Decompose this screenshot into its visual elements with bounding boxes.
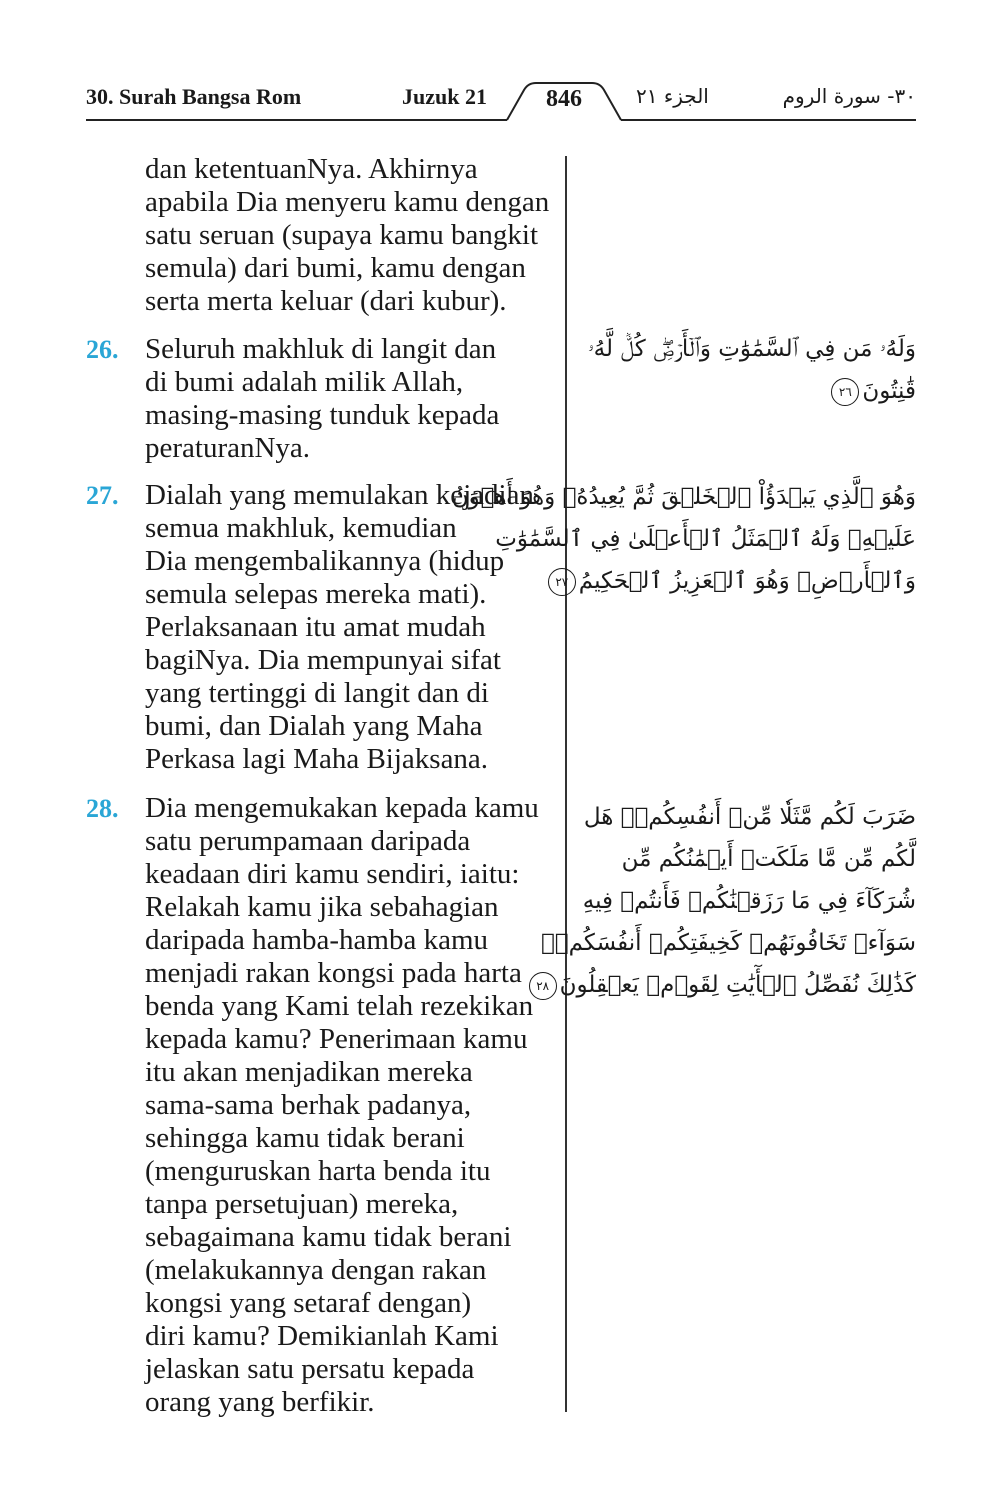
ayah-end-marker-26: ٢٦ xyxy=(831,378,859,406)
ayah-end-marker-27: ٢٧ xyxy=(548,568,576,596)
text-line: yang tertinggi di langit dan di xyxy=(145,677,489,709)
text-line: menjadi rakan kongsi pada harta xyxy=(145,957,522,989)
text-line: satu perumpamaan daripada xyxy=(145,825,471,857)
text-line: (menguruskan harta benda itu xyxy=(145,1155,491,1187)
ayah-end-marker-28: ٢٨ xyxy=(529,972,557,1000)
text-line: apabila Dia menyeru kamu dengan xyxy=(145,186,550,218)
text-line: tanpa persetujuan) mereka, xyxy=(145,1188,459,1220)
text-line: Relakah kamu jika sebahagian xyxy=(145,891,499,923)
juz-label-arabic: الجزء ٢١ xyxy=(636,84,709,108)
text-line: satu seruan (supaya kamu bangkit xyxy=(145,219,539,251)
arabic-line: لَّكُم مِّن مَّا مَلَكَتۡ أَيۡمَٰنُكُم مِّن xyxy=(621,846,916,872)
text-line: Perkasa lagi Maha Bijaksana. xyxy=(145,743,489,775)
text-line: sama-sama berhak padanya, xyxy=(145,1089,472,1121)
text-line: jelaskan satu persatu kepada xyxy=(145,1353,475,1385)
text-line: benda yang Kami telah rezekikan xyxy=(145,990,534,1022)
text-line: semula selepas mereka mati). xyxy=(145,578,487,610)
verse-28-arabic xyxy=(536,796,916,1006)
column-divider xyxy=(565,156,567,1412)
text-line: Seluruh makhluk di langit dan xyxy=(145,333,497,365)
text-line: bumi, dan Dialah yang Maha xyxy=(145,710,483,742)
juz-label-latin: Juzuk 21 xyxy=(402,84,487,109)
text-line: masing-masing tunduk kepada xyxy=(145,399,500,431)
text-line: keadaan diri kamu sendiri, iaitu: xyxy=(145,858,520,890)
text-line: sebagaimana kamu tidak berani xyxy=(145,1221,512,1253)
arabic-line: وَهُوَ ٱلَّذِي يَبۡدَؤُاْ ٱلۡخَلۡقَ ثُمَّ يُعِيدُهُۥ وَهُوَ أَهۡوَنُ xyxy=(451,484,916,510)
verse-27-arabic xyxy=(451,476,916,602)
text-line: semula) dari bumi, kamu dengan xyxy=(145,252,526,284)
arabic-text: قَٰنِتُونَ xyxy=(862,378,916,404)
verse-26-arabic xyxy=(576,328,916,412)
text-line: peraturanNya. xyxy=(145,432,311,464)
text-line: Dia mengembalikannya (hidup xyxy=(145,545,505,577)
text-line: semua makhluk, kemudian xyxy=(145,512,457,544)
text-line: Dia mengemukakan kepada kamu xyxy=(145,792,539,824)
text-line: Dialah yang memulakan kejadian xyxy=(145,479,534,511)
verse-26-translation xyxy=(145,333,563,465)
header-frame xyxy=(0,0,1000,130)
surah-title-latin: 30. Surah Bangsa Rom xyxy=(86,84,302,109)
text-line: (melakukannya dengan rakan xyxy=(145,1254,487,1286)
text-line: orang yang berfikir. xyxy=(145,1386,375,1418)
arabic-line: ضَرَبَ لَكُم مَّثَلٗا مِّنۡ أَنفُسِكُمۡۖ هَل xyxy=(583,804,916,830)
arabic-line: عَلَيۡهِۚ وَلَهُ ٱلۡمَثَلُ ٱلۡأَعۡلَىٰ فِي ٱلسَّمَٰوَٰتِ xyxy=(495,526,916,552)
text-line: bagiNya. Dia mempunyai sifat xyxy=(145,644,501,676)
text-line: di bumi adalah milik Allah, xyxy=(145,366,464,398)
text-line: kongsi yang setaraf dengan) xyxy=(145,1287,472,1319)
text-line: dan ketentuanNya. Akhirnya xyxy=(145,153,478,185)
continuation-paragraph xyxy=(145,153,563,318)
text-line: daripada hamba-hamba kamu xyxy=(145,924,489,956)
arabic-line: وَلَهُۥ مَن فِي ٱلسَّمَٰوَٰتِ وَٱلۡأَرۡضِۖ كُلّٞ لَّهُۥ xyxy=(587,336,916,362)
surah-title-arabic: ٣٠- سورة الروم xyxy=(782,84,916,108)
arabic-line xyxy=(536,964,916,1006)
text-line: sehingga kamu tidak berani xyxy=(145,1122,465,1154)
arabic-text: كَذَٰلِكَ نُفَصِّلُ ٱلۡأٓيَٰتِ لِقَوۡمٖ يَعۡقِلُونَ xyxy=(559,972,916,998)
text-line: kepada kamu? Penerimaan kamu xyxy=(145,1023,528,1055)
text-line: serta merta keluar (dari kubur). xyxy=(145,285,507,317)
page-number: 846 xyxy=(546,86,582,112)
verse-number-27: 27. xyxy=(86,481,119,510)
arabic-line: شُرَكَآءَ فِي مَا رَزَقۡنَٰكُمۡ فَأَنتُمۡ فِيهِ xyxy=(582,888,916,914)
text-line: Perlaksanaan itu amat mudah xyxy=(145,611,486,643)
arabic-line: سَوَآءٞ تَخَافُونَهُمۡ كَخِيفَتِكُمۡ أَنفُسَكُمۡۚ xyxy=(540,930,916,956)
verse-number-26: 26. xyxy=(86,335,119,364)
arabic-text: وَٱلۡأَرۡضِۚ وَهُوَ ٱلۡعَزِيزُ ٱلۡحَكِيمُ xyxy=(578,568,916,594)
running-header xyxy=(0,0,1000,130)
verse-number-28: 28. xyxy=(86,794,119,823)
text-line: diri kamu? Demikianlah Kami xyxy=(145,1320,499,1352)
arabic-line xyxy=(555,560,916,602)
verse-28-translation xyxy=(145,792,563,1419)
arabic-line xyxy=(576,370,916,412)
text-line: itu akan menjadikan mereka xyxy=(145,1056,473,1088)
